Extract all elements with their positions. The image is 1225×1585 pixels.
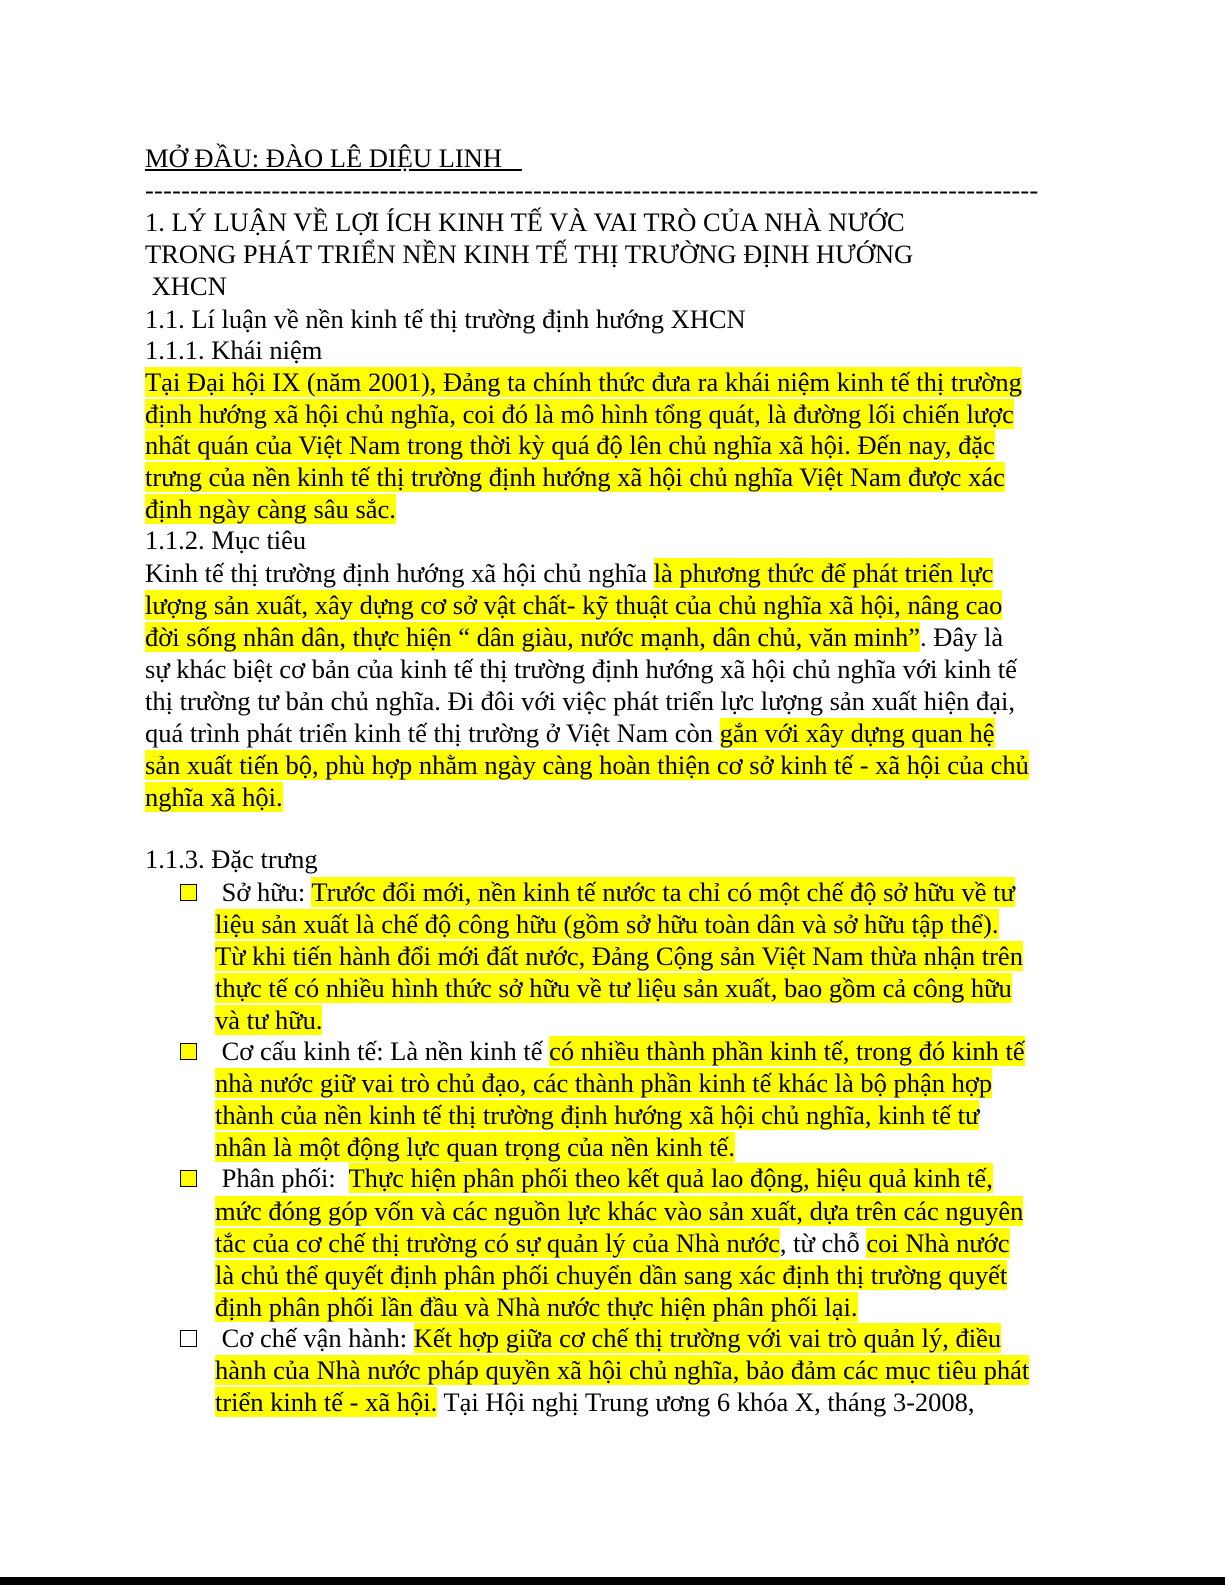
- bullet-distribution: Phân phối: Thực hiện phân phối theo kết quả lao động, hiệu quả kinh tế,: [215, 1163, 993, 1193]
- bullet-line: triển kinh tế - xã hội. Tại Hội nghị Trung ương 6 khóa X, tháng 3-2008,: [215, 1387, 975, 1417]
- checkbox-icon: [180, 1170, 197, 1187]
- separator-line: ---------------------------------------------------------------------------------------------------: [145, 175, 1039, 205]
- paragraph-1-line: định ngày càng sâu sắc.: [145, 494, 396, 524]
- bullet-economic-structure: Cơ cấu kinh tế: Là nền kinh tế có nhiều thành phần kinh tế, trong đó kinh tế: [215, 1036, 1025, 1066]
- heading-1-line-2: TRONG PHÁT TRIỂN NỀN KINH TẾ THỊ TRƯỜNG ĐỊNH HƯỚNG: [145, 239, 914, 269]
- heading-1-1: 1.1. Lí luận về nền kinh tế thị trường định hướng XHCN: [145, 304, 746, 334]
- checkbox-icon: [180, 1330, 197, 1347]
- paragraph-2-line: sự khác biệt cơ bản của kinh tế thị trường định hướng xã hội chủ nghĩa với kinh tế: [145, 654, 1017, 684]
- bullet-line: thành của nền kinh tế thị trường định hướng xã hội chủ nghĩa, kinh tế tư: [215, 1100, 980, 1130]
- checkbox-icon: [180, 884, 197, 901]
- bullet-line: thực tế có nhiều hình thức sở hữu về tư liệu sản xuất, bao gồm cả công hữu: [215, 973, 1012, 1003]
- paragraph-2-line: lượng sản xuất, xây dựng cơ sở vật chất- kỹ thuật của chủ nghĩa xã hội, nâng cao: [145, 590, 1003, 620]
- bullet-line: liệu sản xuất là chế độ công hữu (gồm sở hữu toàn dân và sở hữu tập thể).: [215, 909, 999, 939]
- paragraph-1-line: Tại Đại hội IX (năm 2001), Đảng ta chính thức đưa ra khái niệm kinh tế thị trường: [145, 367, 1022, 397]
- bullet-line: là chủ thể quyết định phân phối chuyển dần sang xác định thị trường quyết: [215, 1260, 1008, 1290]
- bullet-line: nhân là một động lực quan trọng của nền kinh tế.: [215, 1132, 735, 1162]
- paragraph-2-line: Kinh tế thị trường định hướng xã hội chủ nghĩa là phương thức để phát triển lực: [145, 558, 994, 588]
- paragraph-2-line: đời sống nhân dân, thực hiện “ dân giàu, nước mạnh, dân chủ, văn minh”. Đây là: [145, 622, 1004, 652]
- paragraph-1-line: nhất quán của Việt Nam trong thời kỳ quá độ lên chủ nghĩa xã hội. Đến nay, đặc: [145, 430, 995, 460]
- paragraph-2-line: sản xuất tiến bộ, phù hợp nhằm ngày càng hoàn thiện cơ sở kinh tế - xã hội của chủ: [145, 750, 1029, 780]
- heading-1-line-1: 1. LÝ LUẬN VỀ LỢI ÍCH KINH TẾ VÀ VAI TRÒ CỦA NHÀ NƯỚC: [145, 207, 905, 237]
- bullet-line: và tư hữu.: [215, 1005, 323, 1035]
- bullet-line: mức đóng góp vốn và các nguồn lực khác vào sản xuất, dựa trên các nguyên: [215, 1196, 1024, 1226]
- paragraph-1-line: định hướng xã hội chủ nghĩa, coi đó là mô hình tổng quát, là đường lối chiến lược: [145, 399, 1014, 429]
- checkbox-icon: [180, 1043, 197, 1060]
- bullet-line: hành của Nhà nước pháp quyền xã hội chủ nghĩa, bảo đảm các mục tiêu phát: [215, 1355, 1030, 1385]
- heading-1-line-3: XHCN: [145, 271, 227, 301]
- paragraph-2-line: thị trường tư bản chủ nghĩa. Đi đôi với việc phát triển lực lượng sản xuất hiện đại,: [145, 686, 1016, 716]
- paragraph-2-line: quá trình phát triển kinh tế thị trường ở Việt Nam còn gắn với xây dựng quan hệ: [145, 718, 995, 748]
- heading-1-1-2: 1.1.2. Mục tiêu: [145, 525, 307, 555]
- bullet-line: tắc của cơ chế thị trường có sự quản lý của Nhà nước, từ chỗ coi Nhà nước: [215, 1228, 1010, 1258]
- heading-1-1-1: 1.1.1. Khái niệm: [145, 335, 323, 365]
- bullet-line: định phân phối lần đầu và Nhà nước thực hiện phân phối lại.: [215, 1292, 858, 1322]
- page-bottom-border: [0, 1577, 1225, 1585]
- bullet-ownership: Sở hữu: Trước đổi mới, nền kinh tế nước ta chỉ có một chế độ sở hữu về tư: [215, 877, 1015, 907]
- bullet-line: Từ khi tiến hành đổi mới đất nước, Đảng Cộng sản Việt Nam thừa nhận trên: [215, 941, 1023, 971]
- document-title: MỞ ĐẦU: ĐÀO LÊ DIỆU LINH: [145, 143, 502, 173]
- heading-1-1-3: 1.1.3. Đặc trưng: [145, 844, 318, 874]
- bullet-line: nhà nước giữ vai trò chủ đạo, các thành phần kinh tế khác là bộ phận hợp: [215, 1068, 993, 1098]
- bullet-operating-mechanism: Cơ chế vận hành: Kết hợp giữa cơ chế thị trường với vai trò quản lý, điều: [215, 1323, 1002, 1353]
- paragraph-2-line: nghĩa xã hội.: [145, 782, 283, 812]
- paragraph-1-line: trưng của nền kinh tế thị trường định hướng xã hội chủ nghĩa Việt Nam được xác: [145, 462, 1005, 492]
